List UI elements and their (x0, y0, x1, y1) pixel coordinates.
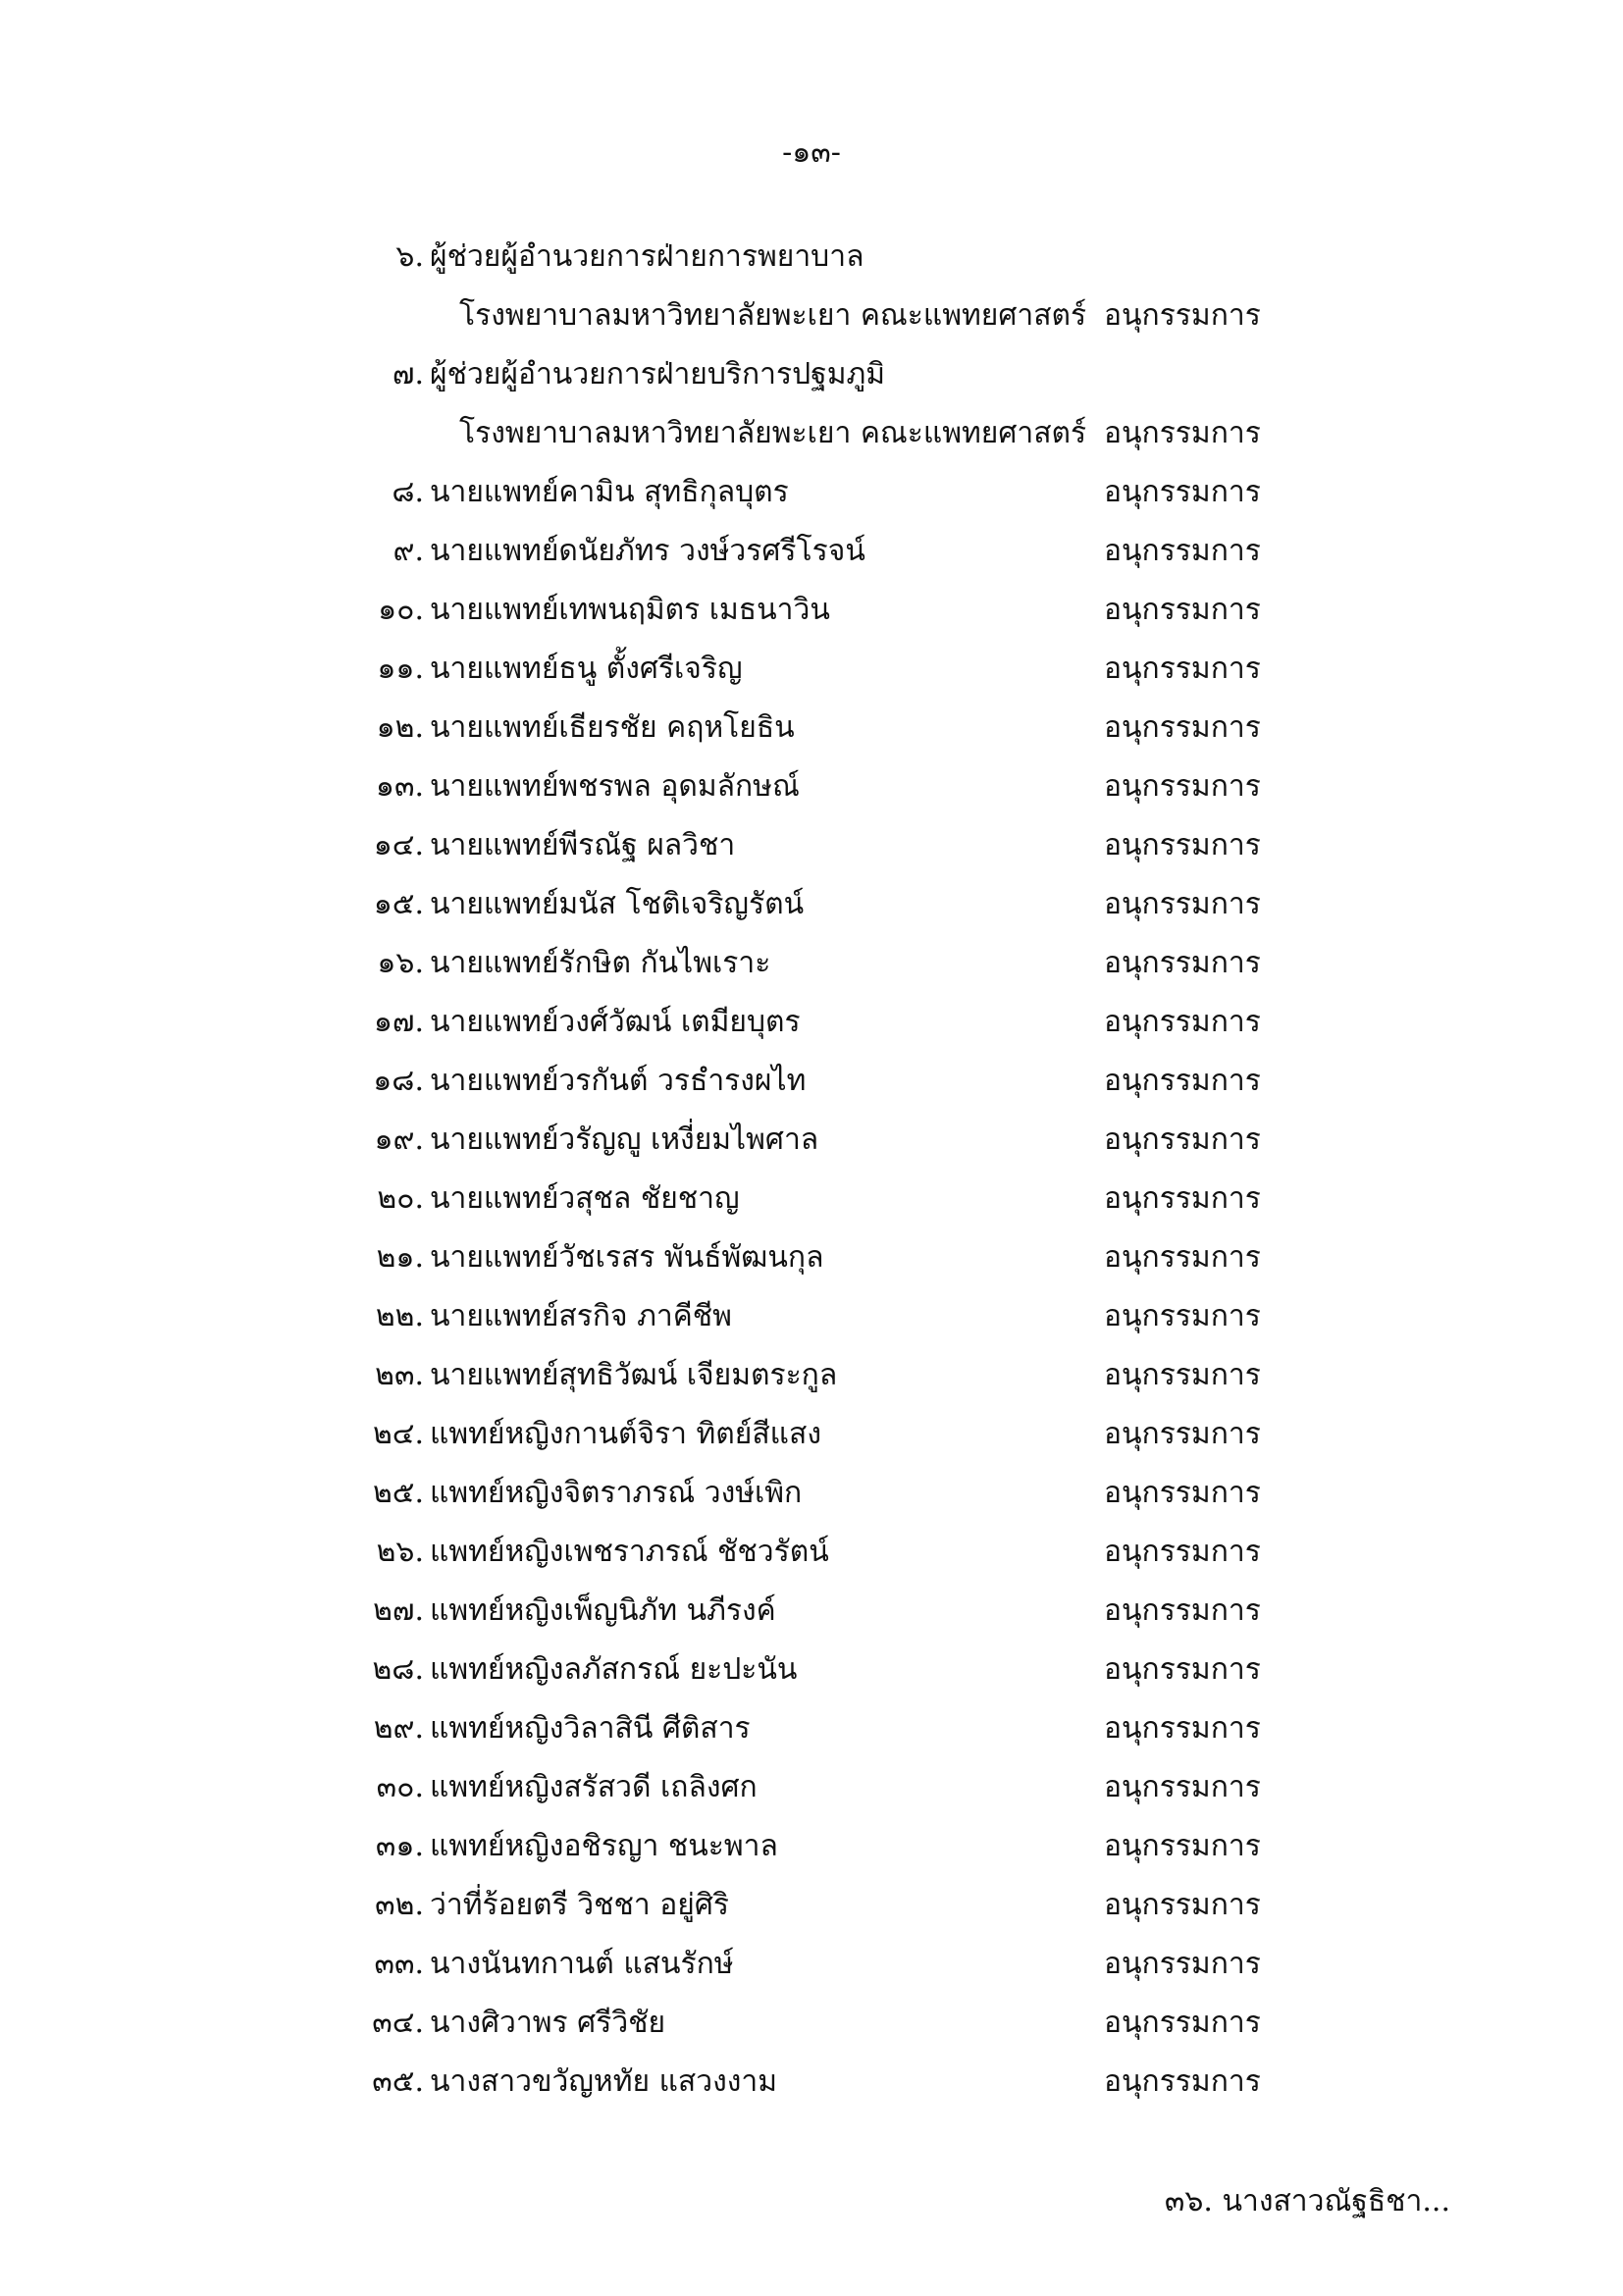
list-item (0, 1582, 1623, 1641)
item-role: อนุกรรมการ (1104, 769, 1261, 804)
item-number: ๑๒. (376, 710, 424, 745)
list-item (0, 1464, 1623, 1523)
item-name: แพทย์หญิงวิลาสินี ศีติสาร (430, 1711, 751, 1746)
list-item (0, 699, 1623, 757)
list-item (0, 1228, 1623, 1287)
item-number: ๒๙. (373, 1711, 424, 1746)
item-number: ๑๙. (374, 1122, 424, 1157)
list-item (0, 1935, 1623, 1994)
item-name: นายแพทย์ธนู ตั้งศรีเจริญ (430, 652, 743, 686)
item-role: อนุกรรมการ (1104, 1417, 1261, 1451)
item-number: ๒๕. (372, 1476, 424, 1510)
item-role: อนุกรรมการ (1104, 475, 1261, 509)
item-name: นายแพทย์พชรพล อุดมลักษณ์ (430, 769, 800, 804)
item-number: ๓๔. (372, 2006, 424, 2040)
item-role: อนุกรรมการ (1104, 1181, 1261, 1216)
list-item (0, 1405, 1623, 1464)
item-role: อนุกรรมการ (1104, 1122, 1261, 1157)
item-role: อนุกรรมการ (1104, 1593, 1261, 1628)
item-name: แพทย์หญิงอชิรญา ชนะพาล (430, 1829, 778, 1863)
item-number: ๑๖. (377, 946, 424, 980)
list-item (0, 1287, 1623, 1346)
item-organization: โรงพยาบาลมหาวิทยาลัยพะเยา คณะแพทยศาสตร์ (459, 298, 1087, 333)
item-role: อนุกรรมการ (1104, 1064, 1261, 1098)
item-name: นายแพทย์วงศ์วัฒน์ เตมียบุตร (430, 1005, 801, 1039)
item-number: ๒๒. (375, 1299, 424, 1333)
item-number: ๒๘. (372, 1652, 424, 1687)
item-role: อนุกรรมการ (1104, 1829, 1261, 1863)
item-number: ๓๓. (374, 1947, 424, 1981)
item-number: ๓๒. (375, 1888, 424, 1922)
item-name: นายแพทย์รักษิต กันไพเราะ (430, 946, 771, 980)
item-name: แพทย์หญิงเพชราภรณ์ ชัชวรัตน์ (430, 1535, 829, 1569)
item-number: ๒๓. (375, 1358, 424, 1392)
list-item (0, 345, 1623, 463)
item-number: ๒๑. (376, 1240, 424, 1275)
item-number: ๑๑. (377, 652, 424, 686)
item-position: ผู้ช่วยผู้อำนวยการฝ่ายการพยาบาล (430, 239, 864, 274)
item-role: อนุกรรมการ (1104, 298, 1261, 333)
list-item (0, 640, 1623, 699)
item-name: นายแพทย์สุทธิวัฒน์ เจียมตระกูล (430, 1358, 838, 1392)
item-number: ๓๑. (375, 1829, 424, 1863)
item-number: ๓๕. (372, 2064, 424, 2099)
item-role: อนุกรรมการ (1104, 887, 1261, 921)
item-number: ๘. (392, 475, 424, 509)
item-name: นายแพทย์ดนัยภัทร วงษ์วรศรีโรจน์ (430, 534, 865, 568)
item-role: อนุกรรมการ (1104, 946, 1261, 980)
item-name: นางสาวขวัญหทัย แสวงงาม (430, 2064, 777, 2099)
list-item (0, 1699, 1623, 1758)
item-name: แพทย์หญิงสรัสวดี เถลิงศก (430, 1770, 758, 1804)
item-name: นายแพทย์เธียรชัย คฤหโยธิน (430, 710, 795, 745)
list-item (0, 228, 1623, 345)
list-item (0, 1111, 1623, 1170)
item-role: อนุกรรมการ (1104, 1358, 1261, 1392)
list-item (0, 816, 1623, 875)
item-number: ๙. (393, 534, 424, 568)
list-item (0, 875, 1623, 934)
item-name: นายแพทย์เทพนฤมิตร เมธนาวิน (430, 593, 830, 627)
continuation-text: ๓๖. นางสาวณัฐธิชา... (1164, 2184, 1450, 2218)
list-item (0, 993, 1623, 1052)
item-name: แพทย์หญิงลภัสกรณ์ ยะปะนัน (430, 1652, 798, 1687)
item-role: อนุกรรมการ (1104, 1652, 1261, 1687)
item-role: อนุกรรมการ (1104, 828, 1261, 862)
item-role: อนุกรรมการ (1104, 1005, 1261, 1039)
item-number: ๗. (392, 357, 424, 391)
item-name: นางนันทกานต์ แสนรักษ์ (430, 1947, 734, 1981)
item-number: ๓๐. (376, 1770, 424, 1804)
item-role: อนุกรรมการ (1104, 1711, 1261, 1746)
item-role: อนุกรรมการ (1104, 1476, 1261, 1510)
item-role: อนุกรรมการ (1104, 1535, 1261, 1569)
item-name: นายแพทย์คามิน สุทธิกุลบุตร (430, 475, 789, 509)
item-number: ๑๓. (375, 769, 424, 804)
item-role: อนุกรรมการ (1104, 652, 1261, 686)
committee-list (0, 228, 1623, 2112)
list-item (0, 1994, 1623, 2053)
item-role: อนุกรรมการ (1104, 710, 1261, 745)
item-number: ๒๔. (372, 1417, 424, 1451)
item-role: อนุกรรมการ (1104, 1240, 1261, 1275)
item-number: ๒๖. (376, 1535, 424, 1569)
item-role: อนุกรรมการ (1104, 416, 1261, 450)
item-name: นางศิวาพร ศรีวิชัย (430, 2006, 666, 2040)
list-item (0, 1052, 1623, 1111)
list-item (0, 581, 1623, 640)
item-name: นายแพทย์สรกิจ ภาคีชีพ (430, 1299, 732, 1333)
item-number: ๖. (395, 239, 424, 274)
item-role: อนุกรรมการ (1104, 1888, 1261, 1922)
item-role: อนุกรรมการ (1104, 1299, 1261, 1333)
item-name: แพทย์หญิงกานต์จิรา ทิตย์สีแสง (430, 1417, 821, 1451)
list-item (0, 1523, 1623, 1582)
item-number: ๑๗. (373, 1005, 424, 1039)
item-number: ๑๕. (373, 887, 424, 921)
item-name: นายแพทย์วัชเรสร พันธ์พัฒนกุล (430, 1240, 824, 1275)
item-role: อนุกรรมการ (1104, 2006, 1261, 2040)
list-item (0, 1346, 1623, 1405)
item-name: นายแพทย์พีรณัฐ ผลวิชา (430, 828, 736, 862)
item-name: นายแพทย์มนัส โชติเจริญรัตน์ (430, 887, 805, 921)
item-role: อนุกรรมการ (1104, 1770, 1261, 1804)
list-item (0, 522, 1623, 581)
item-name: นายแพทย์วรัญญู เหงี่ยมไพศาล (430, 1122, 819, 1157)
item-name: แพทย์หญิงจิตราภรณ์ วงษ์เพิก (430, 1476, 803, 1510)
item-number: ๒๗. (373, 1593, 424, 1628)
item-number: ๒๐. (377, 1181, 424, 1216)
list-item (0, 1641, 1623, 1699)
item-number: ๑๘. (373, 1064, 424, 1098)
page-number: -๑๓- (782, 135, 841, 170)
item-name: แพทย์หญิงเพ็ญนิภัท นภีรงค์ (430, 1593, 776, 1628)
list-item (0, 934, 1623, 993)
item-role: อนุกรรมการ (1104, 534, 1261, 568)
item-name: นายแพทย์วรกันต์ วรธำรงผไท (430, 1064, 807, 1098)
list-item (0, 2053, 1623, 2112)
list-item (0, 1817, 1623, 1876)
item-role: อนุกรรมการ (1104, 2064, 1261, 2099)
item-name: นายแพทย์วสุชล ชัยชาญ (430, 1181, 740, 1216)
item-number: ๑๐. (378, 593, 424, 627)
item-organization: โรงพยาบาลมหาวิทยาลัยพะเยา คณะแพทยศาสตร์ (459, 416, 1087, 450)
list-item (0, 1170, 1623, 1228)
item-name: ว่าที่ร้อยตรี วิชชา อยู่ศิริ (430, 1888, 730, 1922)
item-role: อนุกรรมการ (1104, 593, 1261, 627)
item-position: ผู้ช่วยผู้อำนวยการฝ่ายบริการปฐมภูมิ (430, 357, 886, 391)
list-item (0, 1876, 1623, 1935)
list-item (0, 757, 1623, 816)
list-item (0, 463, 1623, 522)
list-item (0, 1758, 1623, 1817)
item-role: อนุกรรมการ (1104, 1947, 1261, 1981)
item-number: ๑๔. (373, 828, 424, 862)
